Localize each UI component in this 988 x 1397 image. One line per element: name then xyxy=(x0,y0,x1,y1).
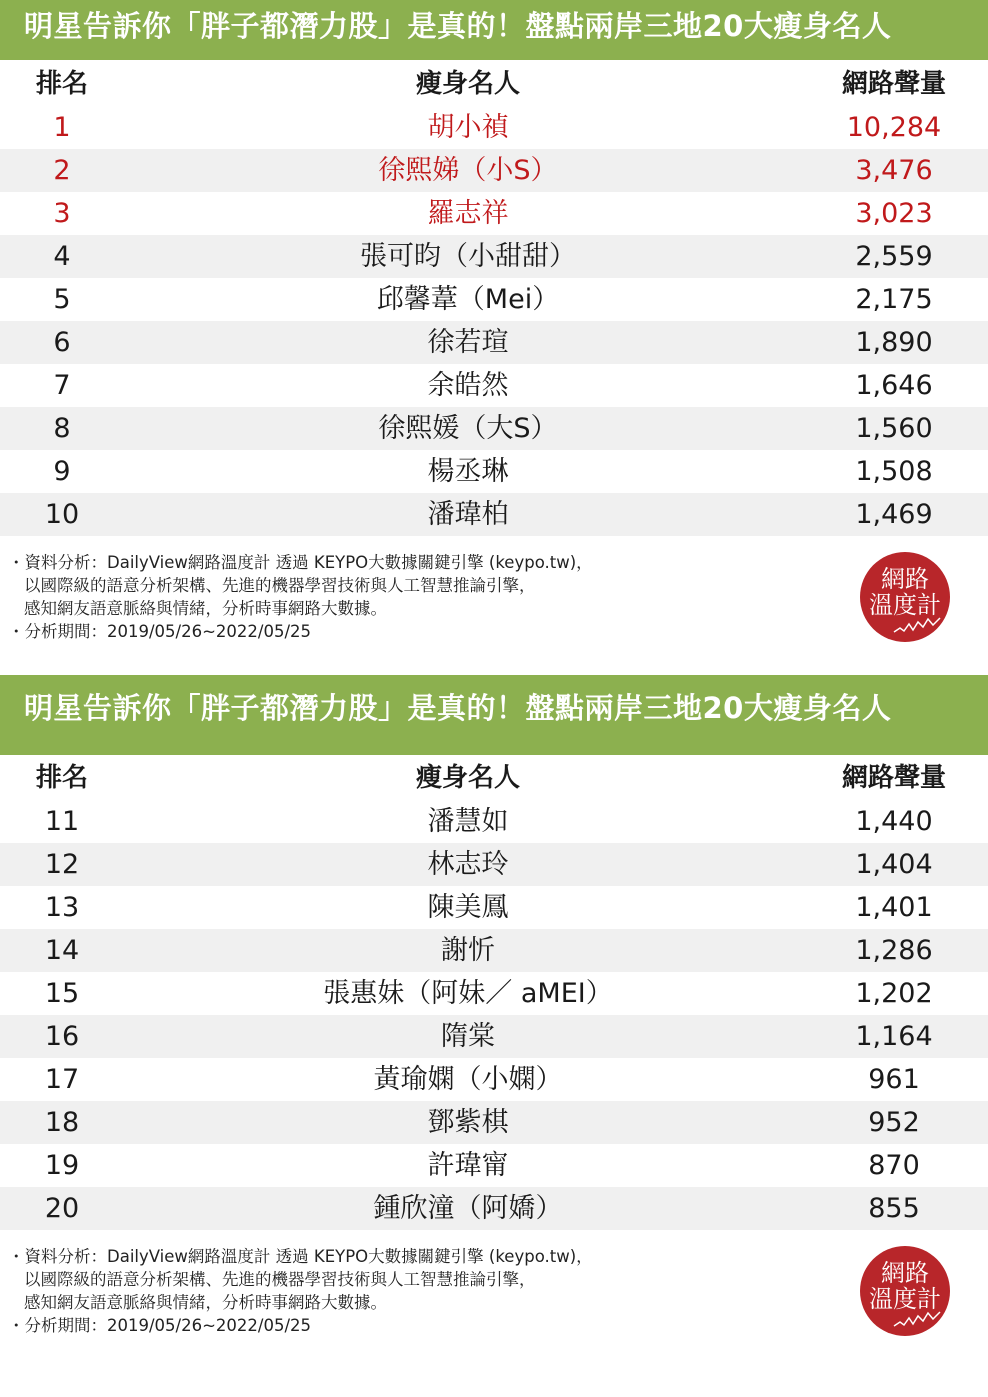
source-note-line: 感知網友語意脈絡與情緒，分析時事網路大數據。 xyxy=(24,599,387,618)
table-row xyxy=(0,1058,988,1101)
table-row xyxy=(0,106,988,149)
name-cell: 張惠妹（阿妹／ aMEI） xyxy=(323,978,613,1009)
column-rank-header: 排名 xyxy=(35,69,88,99)
table-row xyxy=(0,1015,988,1058)
rank-cell: 10 xyxy=(44,499,80,530)
name-cell: 徐熙媛（大S） xyxy=(378,413,558,444)
table-row xyxy=(0,278,988,321)
name-cell: 隋棠 xyxy=(441,1021,495,1052)
rank-cell: 3 xyxy=(53,198,71,229)
volume-cell: 855 xyxy=(868,1193,920,1224)
table-row xyxy=(0,235,988,278)
name-cell: 黃瑜嫻（小嫻） xyxy=(373,1064,563,1095)
column-volume-header: 網路聲量 xyxy=(841,763,946,793)
name-cell: 謝忻 xyxy=(441,935,495,966)
name-cell: 鄧紫棋 xyxy=(427,1107,509,1138)
name-cell: 陳美鳳 xyxy=(427,892,509,923)
table-row xyxy=(0,800,988,843)
source-note-line: 感知網友語意脈絡與情緒，分析時事網路大數據。 xyxy=(24,1293,387,1312)
table-row xyxy=(0,1187,988,1230)
name-cell: 余皓然 xyxy=(427,370,509,401)
name-cell: 徐若瑄 xyxy=(427,327,509,358)
source-note-line: ・資料分析：DailyView網路溫度計 透過 KEYPO大數據關鍵引擎 (keypo.tw)， xyxy=(8,1247,593,1266)
volume-cell: 2,559 xyxy=(855,241,933,272)
table-row xyxy=(0,407,988,450)
table-row xyxy=(0,972,988,1015)
analysis-period-note: ・分析期間：2019/05/26~2022/05/25 xyxy=(8,622,312,641)
volume-cell: 1,469 xyxy=(855,499,933,530)
name-cell: 林志玲 xyxy=(427,849,509,880)
table-row xyxy=(0,886,988,929)
volume-cell: 2,175 xyxy=(855,284,933,315)
logo-text-line-2: 溫度計 xyxy=(869,591,941,619)
panel-1-column-header-row xyxy=(0,63,988,106)
table-row xyxy=(0,493,988,536)
rank-cell: 4 xyxy=(53,241,71,272)
rank-cell: 15 xyxy=(44,978,80,1009)
table-row xyxy=(0,192,988,235)
volume-cell: 952 xyxy=(868,1107,920,1138)
table-row xyxy=(0,364,988,407)
name-cell: 張可昀（小甜甜） xyxy=(360,241,576,272)
trend-line-icon xyxy=(860,1310,950,1330)
name-cell: 徐熙娣（小S） xyxy=(378,155,558,186)
logo-text-line-2: 溫度計 xyxy=(869,1285,941,1313)
dailyview-logo xyxy=(860,1246,950,1336)
rank-cell: 17 xyxy=(44,1064,80,1095)
column-volume-header: 網路聲量 xyxy=(841,69,946,99)
panel-2-column-header-row xyxy=(0,757,988,800)
source-note-line: ・資料分析：DailyView網路溫度計 透過 KEYPO大數據關鍵引擎 (keypo.tw)， xyxy=(8,553,593,572)
source-note-line: 以國際級的語意分析架構、先進的機器學習技術與人工智慧推論引擎， xyxy=(24,1270,536,1289)
dailyview-logo xyxy=(860,552,950,642)
rank-cell: 14 xyxy=(44,935,80,966)
volume-cell: 1,404 xyxy=(855,849,933,880)
rank-cell: 20 xyxy=(44,1193,80,1224)
table-row xyxy=(0,843,988,886)
panel-1-header xyxy=(0,0,988,60)
logo-text-line-1: 網路 xyxy=(881,1259,929,1287)
panel-1-source-notes xyxy=(8,551,593,643)
rank-cell: 5 xyxy=(53,284,71,315)
logo-text-line-1: 網路 xyxy=(881,565,929,593)
volume-cell: 1,890 xyxy=(855,327,933,358)
volume-cell: 870 xyxy=(868,1150,920,1181)
name-cell: 潘慧如 xyxy=(427,806,509,837)
rank-cell: 16 xyxy=(44,1021,80,1052)
rank-cell: 7 xyxy=(53,370,71,401)
rank-cell: 1 xyxy=(53,112,71,143)
name-cell: 潘瑋柏 xyxy=(427,499,509,530)
name-cell: 胡小禎 xyxy=(427,112,509,143)
source-note-line: 以國際級的語意分析架構、先進的機器學習技術與人工智慧推論引擎， xyxy=(24,576,536,595)
rank-cell: 19 xyxy=(44,1150,80,1181)
column-rank-header: 排名 xyxy=(35,763,88,793)
name-cell: 楊丞琳 xyxy=(427,456,509,487)
name-cell: 邱馨葦（Mei） xyxy=(376,284,560,315)
volume-cell: 1,646 xyxy=(855,370,933,401)
table-row xyxy=(0,149,988,192)
volume-cell: 1,202 xyxy=(855,978,933,1009)
volume-cell: 1,286 xyxy=(855,935,933,966)
volume-cell: 961 xyxy=(868,1064,920,1095)
table-row xyxy=(0,1101,988,1144)
volume-cell: 1,401 xyxy=(855,892,933,923)
volume-cell: 1,508 xyxy=(855,456,933,487)
panel-2-source-notes xyxy=(8,1245,593,1337)
analysis-period-note: ・分析期間：2019/05/26~2022/05/25 xyxy=(8,1316,312,1335)
rank-cell: 2 xyxy=(53,155,71,186)
panel-2-header xyxy=(0,675,988,755)
name-cell: 許瑋甯 xyxy=(427,1150,509,1181)
rank-cell: 9 xyxy=(53,456,71,487)
volume-cell: 1,164 xyxy=(855,1021,933,1052)
volume-cell: 3,476 xyxy=(855,155,933,186)
table-row xyxy=(0,450,988,493)
rank-cell: 12 xyxy=(44,849,80,880)
table-row xyxy=(0,321,988,364)
rank-cell: 8 xyxy=(53,413,71,444)
rank-cell: 18 xyxy=(44,1107,80,1138)
table-row xyxy=(0,1144,988,1187)
column-name-header: 瘦身名人 xyxy=(415,69,520,99)
name-cell: 羅志祥 xyxy=(427,198,509,229)
volume-cell: 1,560 xyxy=(855,413,933,444)
panel-1-title: 明星告訴你「胖子都潛力股」是真的！盤點兩岸三地20大瘦身名人 xyxy=(0,0,988,60)
table-row xyxy=(0,929,988,972)
trend-line-icon xyxy=(860,616,950,636)
volume-cell: 1,440 xyxy=(855,806,933,837)
rank-cell: 13 xyxy=(44,892,80,923)
volume-cell: 3,023 xyxy=(855,198,933,229)
rank-cell: 11 xyxy=(44,806,80,837)
rank-cell: 6 xyxy=(53,327,71,358)
name-cell: 鍾欣潼（阿嬌） xyxy=(373,1193,563,1224)
volume-cell: 10,284 xyxy=(846,112,942,143)
panel-2-title: 明星告訴你「胖子都潛力股」是真的！盤點兩岸三地20大瘦身名人 xyxy=(0,675,988,755)
column-name-header: 瘦身名人 xyxy=(415,763,520,793)
